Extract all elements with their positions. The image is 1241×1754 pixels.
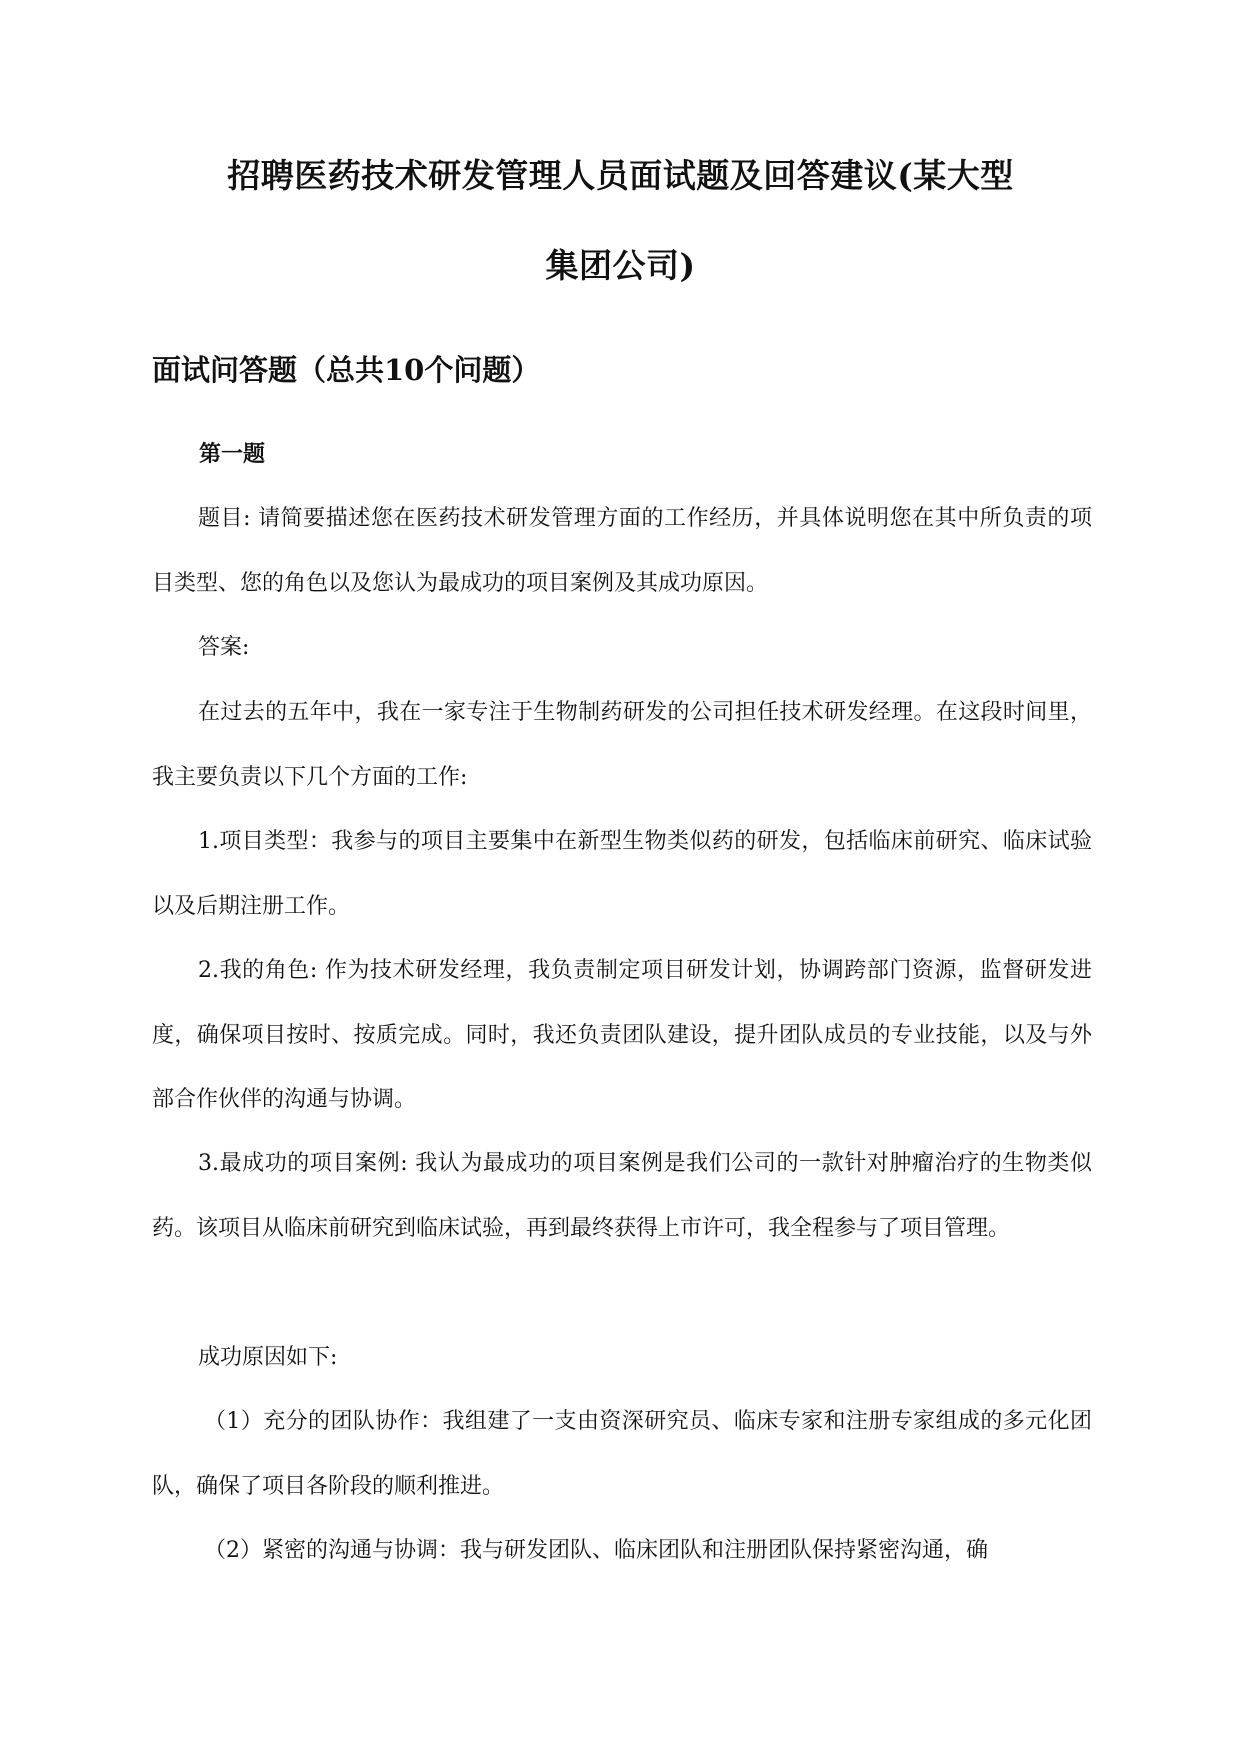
success-reason-1: （1）充分的团队协作：我组建了一支由资深研究员、临床专家和注册专家组成的多元化团队，确保了项目各阶段的顺利推进。 xyxy=(152,1409,1092,1499)
answer-item-project-type: 1.项目类型：我参与的项目主要集中在新型生物类似药的研发，包括临床前研究、临床试验以及后期注册工作。 xyxy=(152,829,1092,919)
question-text: 题目: 请简要描述您在医药技术研发管理方面的工作经历，并具体说明您在其中所负责的项目类型、您的角色以及您认为最成功的项目案例及其成功原因。 xyxy=(152,506,1092,596)
document-title-line1: 招聘医药技术研发管理人员面试题及回答建议(某大型 xyxy=(227,156,1014,195)
success-reasons-label: 成功原因如下: xyxy=(198,1345,338,1370)
answer-item-success-case: 3.最成功的项目案例: 我认为最成功的项目案例是我们公司的一款针对肿瘤治疗的生物类似药。该项目从临床前研究到临床试验，再到最终获得上市许可，我全程参与了项目管理。 xyxy=(152,1151,1092,1241)
document-title-line2: 集团公司) xyxy=(545,246,696,285)
question-heading: 第一题 xyxy=(199,441,266,467)
answer-item-role: 2.我的角色: 作为技术研发经理，我负责制定项目研发计划，协调跨部门资源，监督研发进度，确保项目按时、按质完成。同时，我还负责团队建设，提升团队成员的专业技能，以及与外部合作伙伴的沟通与协调。 xyxy=(152,958,1092,1112)
answer-label: 答案: xyxy=(198,635,250,660)
section-heading: 面试问答题（总共10个问题） xyxy=(152,353,541,387)
success-reason-2: （2）紧密的沟通与协调：我与研发团队、临床团队和注册团队保持紧密沟通，确 xyxy=(204,1538,988,1563)
answer-intro-paragraph: 在过去的五年中，我在一家专注于生物制药研发的公司担任技术研发经理。在这段时间里，我主要负责以下几个方面的工作: xyxy=(152,700,1092,790)
